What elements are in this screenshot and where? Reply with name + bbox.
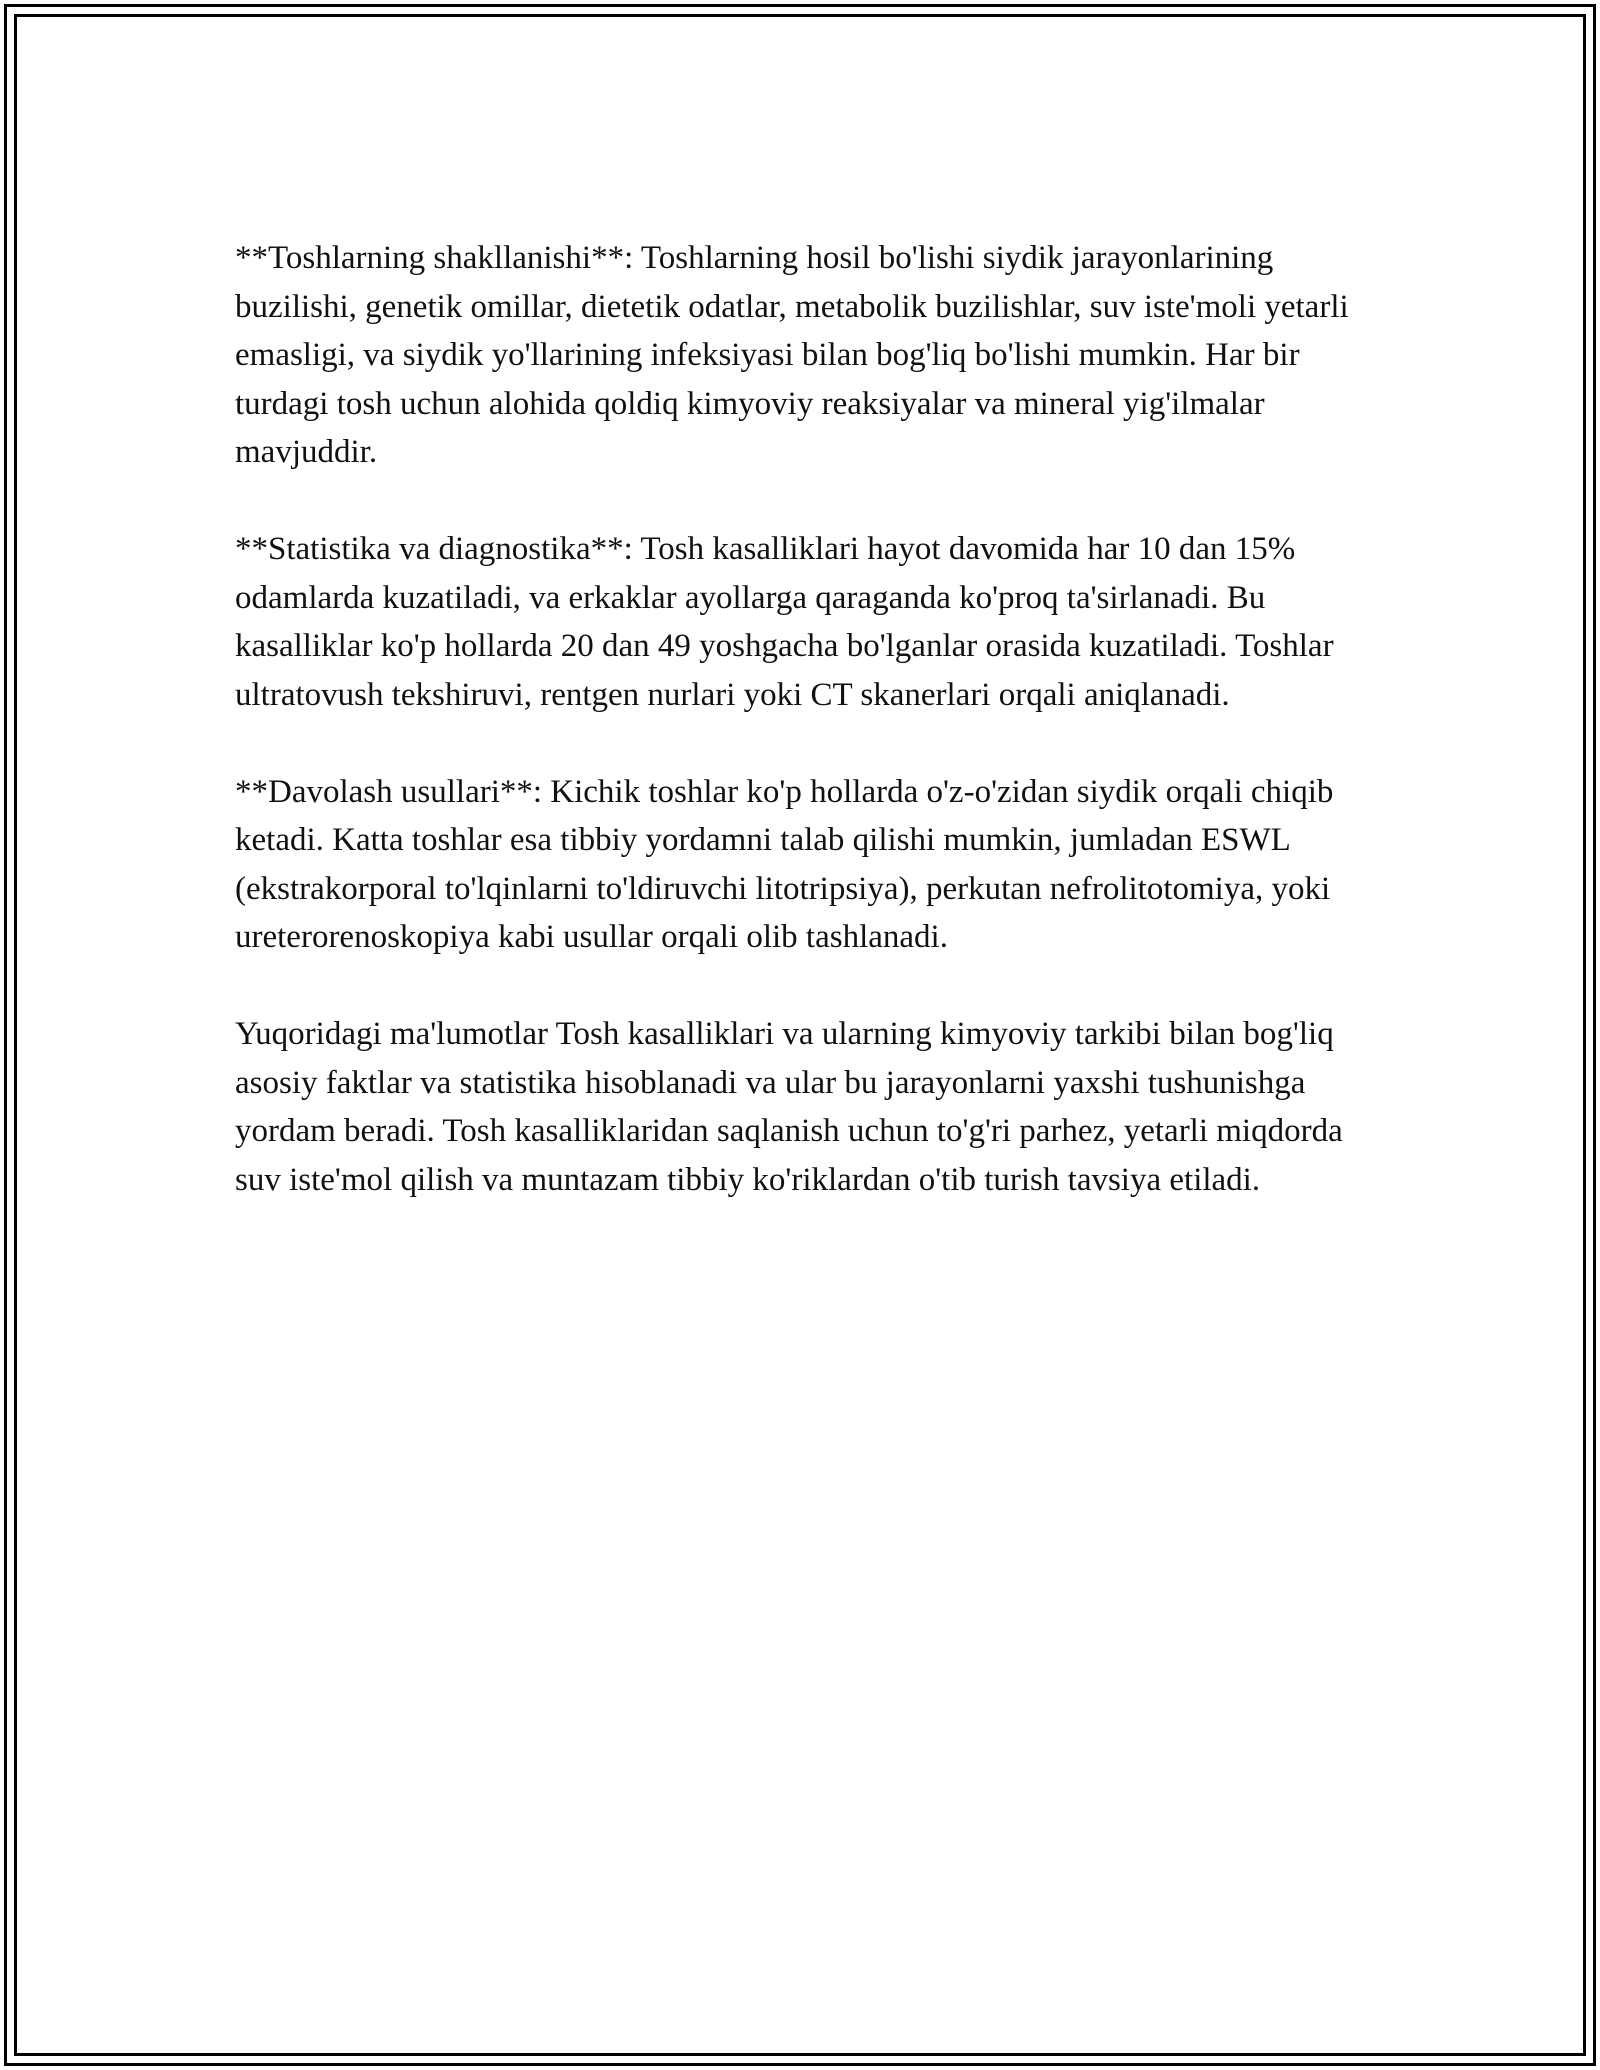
paragraph-conclusion: Yuqoridagi ma'lumotlar Tosh kasalliklari va ularning kimyoviy tarkibi bilan bog'liq asosiy faktlar va statistika hisoblanadi va ular bu jarayonlarni yaxshi tushunishga yordam beradi. Tosh kasalliklaridan saqlanish uchun to'g'ri parhez, yetarli miqdorda suv iste'mol qilish va muntazam tibbiy ko'riklardan o'tib turish tavsiya etiladi. <box>235 1016 1343 1198</box>
paragraph-stone-formation: **Toshlarning shakllanishi**: Toshlarning hosil bo'lishi siydik jarayonlarining buzilishi, genetik omillar, dietetik odatlar, metabolik buzilishlar, suv iste'moli yetarli emasligi, va siydik yo'llarining infeksiyasi bilan bog'liq bo'lishi mumkin. Har bir turdagi tosh uchun alohida qoldiq kimyoviy reaksiyalar va mineral yig'ilmalar mavjuddir. <box>235 240 1349 470</box>
document-body <box>235 234 1365 1253</box>
paragraph-treatment-methods: **Davolash usullari**: Kichik toshlar ko'p hollarda o'z-o'zidan siydik orqali chiqib ketadi. Katta toshlar esa tibbiy yordamni talab qilishi mumkin, jumladan ESWL (ekstrakorporal to'lqinlarni to'ldiruvchi litotripsiya), perkutan nefrolitotomiya, yoki ureterorenoskopiya kabi usullar orqali olib tashlanadi. <box>235 773 1334 955</box>
paragraph-statistics-diagnostics: **Statistika va diagnostika**: Tosh kasalliklari hayot davomida har 10 dan 15% odamlarda kuzatiladi, va erkaklar ayollarga qaraganda ko'proq ta'sirlanadi. Bu kasalliklar ko'p hollarda 20 dan 49 yoshgacha bo'lganlar orasida kuzatiladi. Toshlar ultratovush tekshiruvi, rentgen nurlari yoki CT skanerlari orqali aniqlanadi. <box>235 531 1334 713</box>
